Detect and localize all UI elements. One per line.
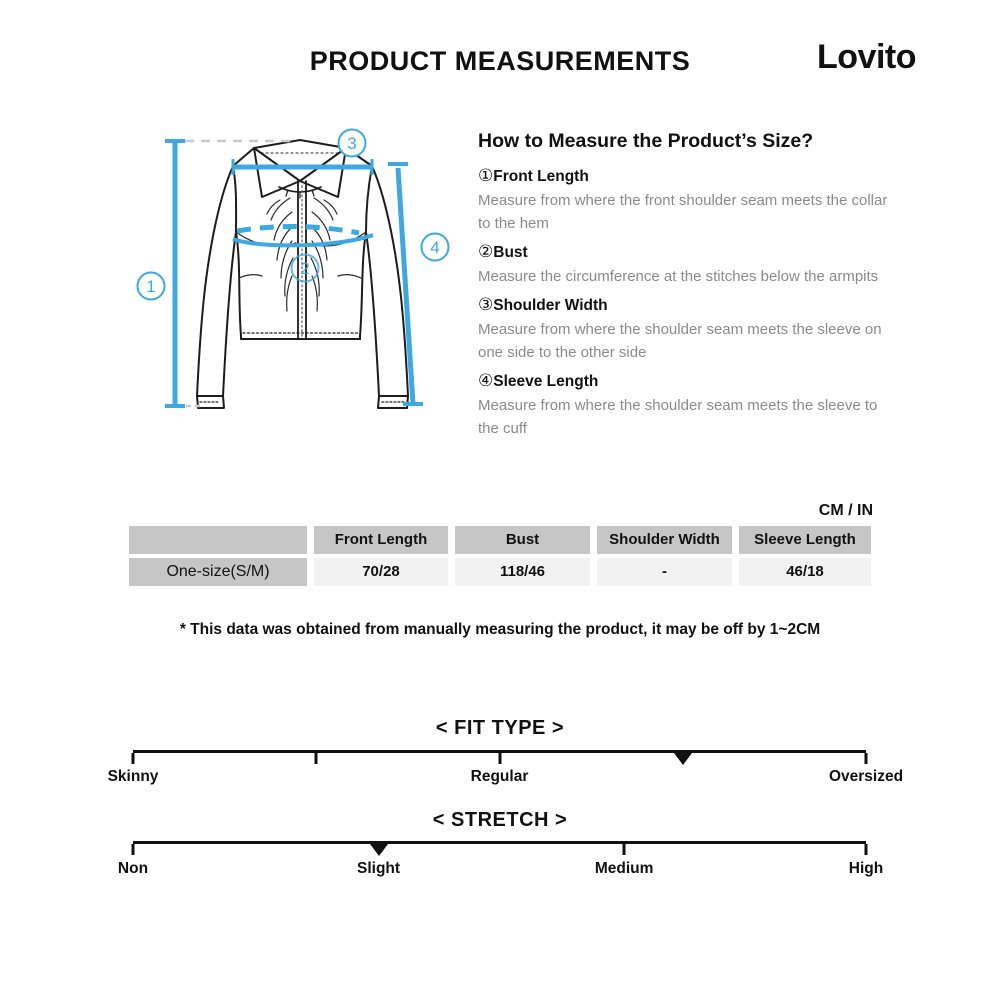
- guide-item-desc: Measure the circumference at the stitches below the armpits: [478, 268, 879, 285]
- header-cell-sleeve-length: Sleeve Length: [739, 526, 871, 554]
- measurements-table: [129, 526, 871, 590]
- diagram-annotation-3: 3: [347, 134, 357, 153]
- guide-item-label: Bust: [493, 244, 528, 261]
- guide-item-desc: Measure from where the front shoulder seam meets the collar to the hem: [478, 192, 888, 232]
- table-header-row: [129, 526, 871, 554]
- value-cell-bust: 118/46: [455, 558, 590, 586]
- guide-item-desc: Measure from where the shoulder seam meets the sleeve on one side to the other side: [478, 321, 882, 361]
- unit-label: CM / IN: [818, 502, 873, 519]
- scale-tick: [132, 753, 135, 764]
- fit-type-title: < FIT TYPE >: [435, 717, 565, 739]
- scale-tick: [623, 844, 626, 855]
- scale-tick: [315, 753, 318, 764]
- header-cell-shoulder-width: Shoulder Width: [597, 526, 732, 554]
- header-cell-front-length: Front Length: [314, 526, 448, 554]
- diagram-annotation-4: 4: [430, 238, 440, 257]
- garment-diagram: [130, 108, 470, 443]
- page-title: PRODUCT MEASUREMENTS: [309, 46, 691, 76]
- stretch-scale: [133, 841, 866, 857]
- guide-item-sleeve-length: [478, 370, 892, 393]
- fit-type-labels: [107, 768, 904, 788]
- value-cell-shoulder-width: -: [597, 558, 732, 586]
- scale-marker: [674, 753, 692, 765]
- guide-item-label: Front Length: [493, 168, 589, 185]
- stretch-title: < STRETCH >: [432, 809, 568, 831]
- circled-number-4: ④: [478, 371, 494, 390]
- header-cell-size: [129, 526, 307, 554]
- value-cell-sleeve-length: 46/18: [739, 558, 871, 586]
- fit-type-scale: [133, 750, 866, 766]
- scale-tick: [865, 753, 868, 764]
- scale-marker: [370, 844, 388, 856]
- measure-guide: [478, 130, 892, 440]
- scale-label-slight: Slight: [357, 860, 401, 877]
- table-row: [129, 558, 871, 586]
- circled-number-2: ②: [478, 242, 494, 261]
- circled-number-1: ①: [478, 166, 494, 185]
- stretch-labels: [117, 860, 884, 880]
- scale-tick: [498, 753, 501, 764]
- scale-tick: [132, 844, 135, 855]
- diagram-annotation-1: 1: [146, 277, 156, 296]
- value-cell-front-length: 70/28: [314, 558, 448, 586]
- scale-label-oversized: Oversized: [828, 768, 904, 785]
- circled-number-3: ③: [478, 295, 494, 314]
- scale-label-skinny: Skinny: [107, 768, 159, 785]
- guide-item-label: Shoulder Width: [493, 297, 608, 314]
- guide-item-bust: [478, 241, 892, 264]
- disclaimer-text: * This data was obtained from manually measuring the product, it may be off by 1~2CM: [179, 621, 821, 638]
- brand-logo: Lovito: [817, 38, 916, 76]
- guide-heading: How to Measure the Product’s Size?: [478, 130, 814, 152]
- scale-label-non: Non: [117, 860, 149, 877]
- guide-item-label: Sleeve Length: [493, 373, 599, 390]
- scale-label-high: High: [848, 860, 884, 877]
- guide-item-front-length: [478, 165, 892, 188]
- scale-tick: [865, 844, 868, 855]
- header-cell-bust: Bust: [455, 526, 590, 554]
- guide-item-desc: Measure from where the shoulder seam meets the sleeve to the cuff: [478, 397, 878, 437]
- diagram-annotation-2: 2: [300, 259, 310, 278]
- scale-label-medium: Medium: [594, 860, 654, 877]
- size-cell: One-size(S/M): [129, 558, 307, 586]
- guide-item-shoulder-width: [478, 294, 892, 317]
- scale-label-regular: Regular: [470, 768, 529, 785]
